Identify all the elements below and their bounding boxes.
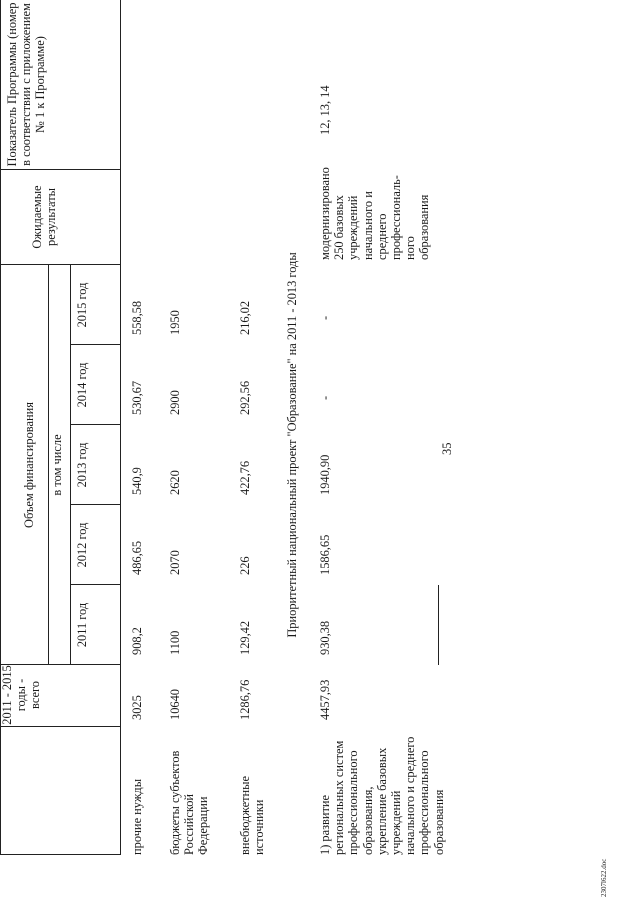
header-bottom-border [120, 0, 121, 855]
col-line-2013 [70, 504, 120, 505]
header-expected: Ожидаемые результаты [30, 185, 59, 249]
row-label-extrabudget: внебюджетные источники [238, 776, 267, 855]
row-label-regional: бюджеты субъектов Российской Федерации [168, 750, 211, 855]
row-2015: 1950 [168, 310, 182, 335]
row-2011: 908,2 [130, 627, 144, 655]
col-line-label [0, 854, 120, 855]
financing-rule [48, 265, 49, 665]
row-total: 3025 [130, 695, 144, 720]
project-2013: 1940,90 [318, 454, 332, 495]
col-line-indicator [0, 169, 120, 170]
row-2014: 292,56 [238, 380, 252, 415]
row-total: 10640 [168, 689, 182, 720]
page-number: 35 [440, 442, 454, 455]
col-line-total [0, 726, 120, 727]
project-result: модернизировано 250 базовых учреждений начального и среднего профессиональ-ного образования [318, 167, 432, 260]
footer-filename: 2307l622.doc [600, 858, 608, 897]
header-year-2015: 2015 год [75, 282, 89, 328]
row-total: 1286,76 [238, 679, 252, 720]
row-2015: 216,02 [238, 300, 252, 335]
project-2014: - [318, 395, 332, 400]
row-label-other: прочие нужды [130, 778, 144, 855]
header-year-2014: 2014 год [75, 362, 89, 408]
row-2014: 530,67 [130, 380, 144, 415]
col-line-2015 [70, 344, 120, 345]
row-2012: 486,65 [130, 540, 144, 575]
row-2012: 2070 [168, 550, 182, 575]
header-year-2013: 2013 год [75, 442, 89, 488]
header-year-2011: 2011 год [75, 602, 89, 648]
header-total: 2011 - 2015 годы - всего [0, 665, 43, 725]
row-2013: 422,76 [238, 460, 252, 495]
project-total: 4457,93 [318, 679, 332, 720]
row-2012: 226 [238, 556, 252, 575]
in-that-rule [438, 585, 439, 665]
row-2015: 558,58 [130, 300, 144, 335]
project-2012: 1586,65 [318, 534, 332, 575]
header-in-that: в том числе [50, 434, 64, 496]
col-line-2014 [70, 424, 120, 425]
row-2013: 540,9 [130, 467, 144, 495]
project-2015: - [318, 315, 332, 320]
section-title: Приоритетный национальный проект "Образование" на 2011 - 2013 годы [285, 252, 299, 638]
header-year-2012: 2012 год [75, 522, 89, 568]
project-label: 1) развитие региональных систем профессионального образования, укрепление базовых учреждений начального и среднего профессионального образования [318, 736, 446, 855]
row-2011: 1100 [168, 630, 182, 655]
row-2013: 2620 [168, 470, 182, 495]
project-indicator: 12, 13, 14 [318, 85, 332, 135]
row-2014: 2900 [168, 390, 182, 415]
project-2011: 930,38 [318, 620, 332, 655]
header-financing: Объем финансирования [22, 402, 36, 528]
row-2011: 129,42 [238, 620, 252, 655]
years-rule [70, 265, 71, 665]
header-indicator: Показатель Программы (номер в соответствии с приложением № 1 к Программе) [5, 2, 48, 167]
col-line-2012 [70, 584, 120, 585]
